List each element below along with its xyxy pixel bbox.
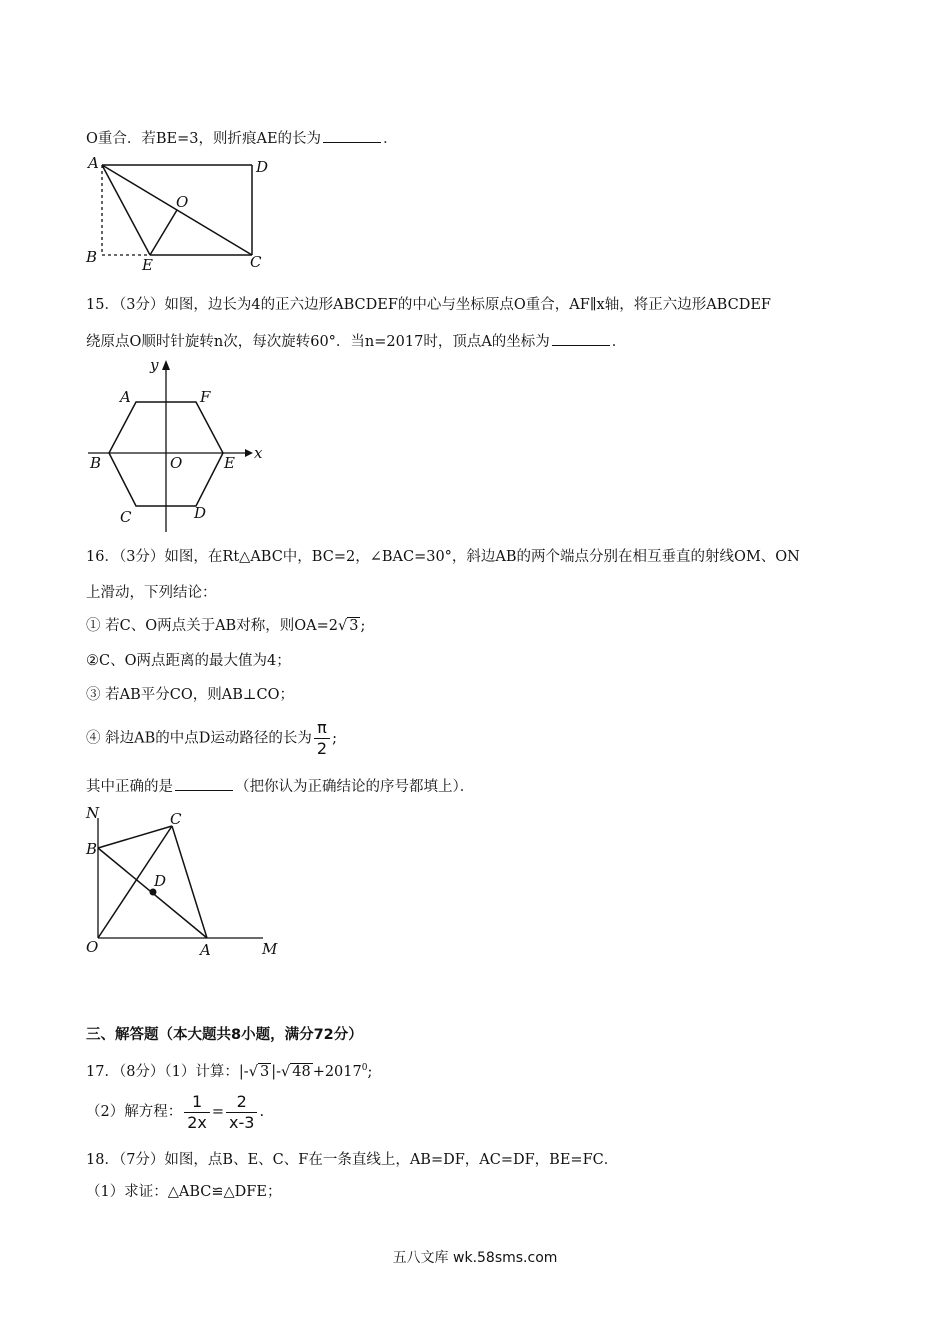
q16-line2: 上滑动，下列结论： [86, 585, 217, 601]
q16-label-N: N [86, 804, 100, 822]
sqrt-expression: √ 3 [248, 1063, 270, 1080]
answer-blank [323, 128, 381, 143]
q14-label-A: A [88, 154, 99, 172]
q15-line2: 绕原点O顺时针旋转n次，每次旋转60°．当n=2017时，顶点A的坐标为 ． [86, 331, 626, 352]
q16-label-M: M [262, 940, 278, 958]
q16-conclusion-1: ① 若C、O两点关于AB对称，则OA=2√ 3 ; [86, 618, 366, 634]
q15-label-O: O [170, 454, 183, 472]
section-3-title: 三、解答题（本大题共8小题，满分72分） [86, 1027, 363, 1043]
q16-label-C: C [170, 810, 182, 828]
q16-figure [80, 800, 290, 965]
q16-conclusion-4: ④ 斜边AB的中点D运动路径的长为 $\frac{\pi}{2}$ ; [86, 718, 337, 758]
answer-blank [552, 331, 610, 346]
sqrt-expression: √ 48 [280, 1063, 311, 1080]
q15-label-y: y [150, 356, 159, 374]
answer-blank [175, 776, 233, 791]
q15-label-A: A [120, 388, 131, 406]
q15-label-E: E [224, 454, 235, 472]
q16-label-D: D [154, 872, 167, 890]
q16-line1: 16．（3分）如图，在Rt△ABC中，BC=2，∠BAC=30°，斜边AB的两个端点分别在相互垂直的射线OM、ON [86, 549, 800, 565]
fraction: $\frac{\pi}{2}$ [314, 718, 330, 759]
q14-label-E: E [142, 256, 153, 274]
q14-label-B: B [86, 248, 98, 266]
q14-label-O: O [176, 193, 189, 211]
q17-line2: （2）解方程： $\frac{1}{2x}$ = $\frac{2}{x-3}$ . [86, 1091, 265, 1132]
q16-label-B: B [86, 840, 98, 858]
q15-line1: 15．（3分）如图，边长为4的正六边形ABCDEF的中心与坐标原点O重合，AF∥x轴，将正六边形ABCDEF [86, 297, 771, 313]
q16-ask-line: 其中正确的是 （把你认为正确结论的序号都填上）． [86, 776, 474, 797]
q16-label-A: A [200, 941, 211, 959]
q16-conclusion-2: ②C、O两点距离的最大值为4； [86, 653, 291, 669]
q16-conclusion-3: ③ 若AB平分CO，则AB⊥CO； [86, 687, 294, 703]
q15-figure [80, 352, 280, 537]
q17-line1: 17．（8分）（1）计算：|-√ 3 |-√ $48 +2017^0$; [86, 1063, 373, 1080]
fraction: $\frac{2}{x-3}$ [226, 1092, 257, 1133]
q14-tail-text: O重合．若BE=3，则折痕AE的长为 [86, 131, 322, 147]
fraction: $\frac{1}{2x}$ [184, 1092, 210, 1133]
q15-label-x: x [254, 444, 263, 462]
q15-label-D: D [194, 504, 207, 522]
q15-label-B: B [90, 454, 102, 472]
q15-label-C: C [120, 508, 132, 526]
footer-watermark: 五八文库 wk.58sms.com [392, 1250, 558, 1266]
q14-label-C: C [250, 253, 262, 271]
q18-line2: （1）求证：△ABC≌△DFE； [86, 1184, 282, 1200]
q14-figure [80, 150, 280, 280]
q16-label-O: O [86, 938, 99, 956]
q14-tail-line: O重合．若BE=3，则折痕AE的长为 ． [86, 128, 398, 149]
q18-line1: 18．（7分）如图，点B、E、C、F在一条直线上，AB=DF，AC=DF，BE=FC． [86, 1152, 619, 1168]
q15-label-F: F [200, 388, 211, 406]
sqrt-expression: √ 3 [337, 618, 359, 634]
q14-label-D: D [256, 158, 269, 176]
